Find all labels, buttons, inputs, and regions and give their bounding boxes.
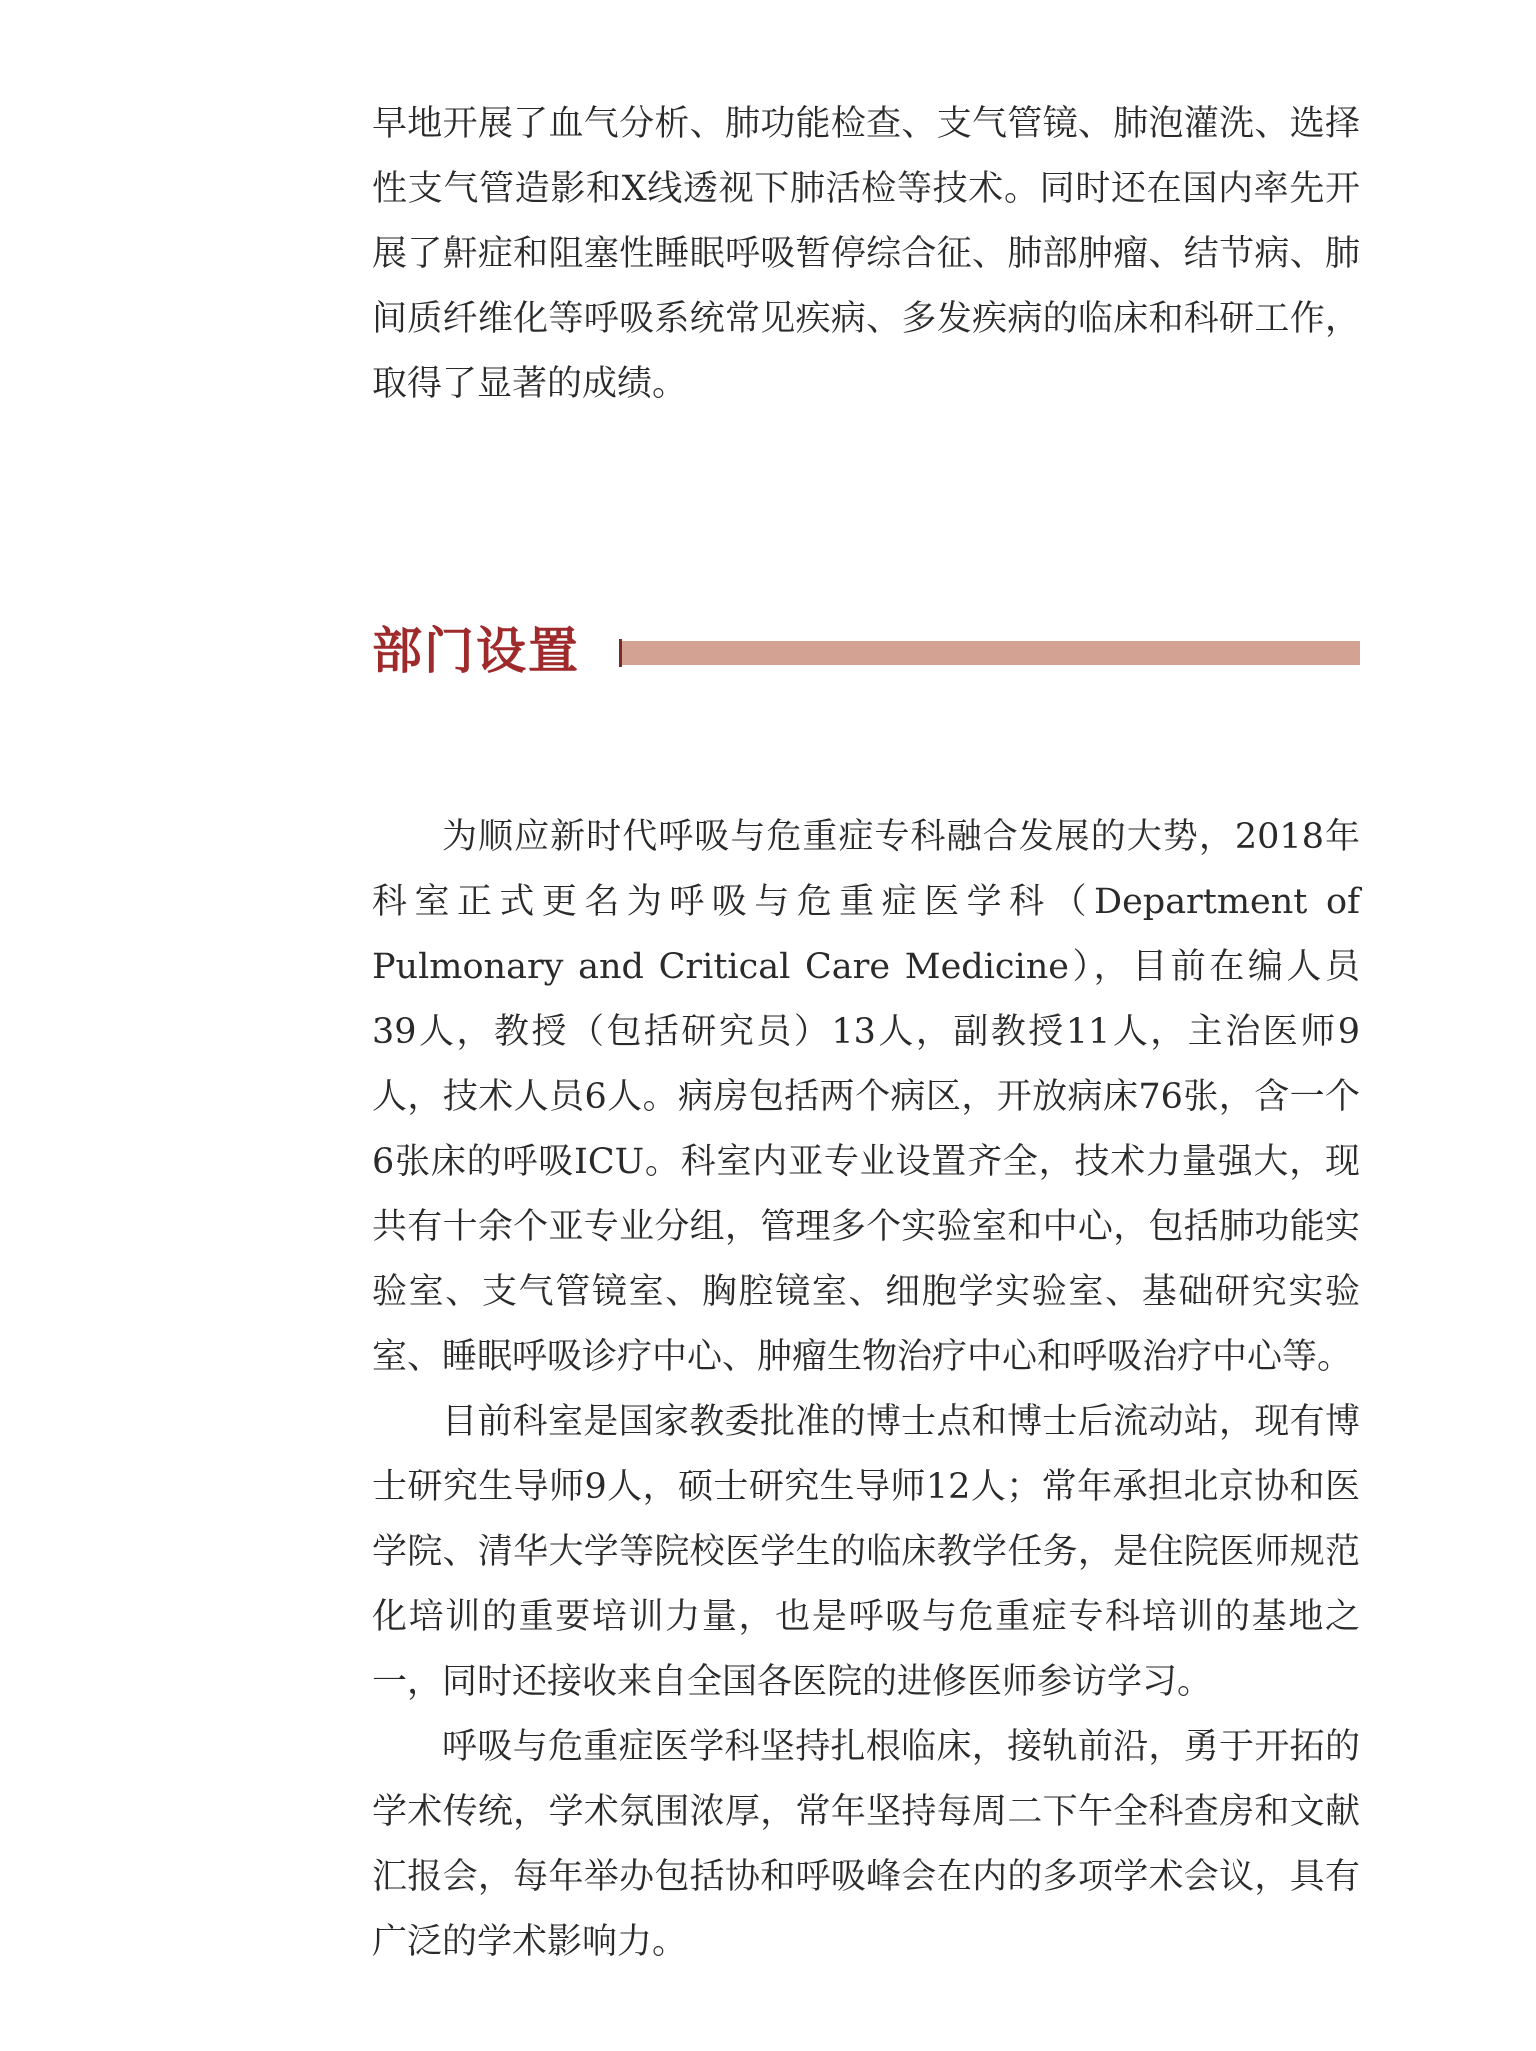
section-header [372, 615, 1360, 687]
department-body [372, 805, 1360, 1975]
intro-paragraph: 早地开展了血气分析、肺功能检查、支气管镜、肺泡灌洗、选择性支气管造影和X线透视下肺活检等技术。同时还在国内率先开展了鼾症和阻塞性睡眠呼吸暂停综合征、肺部肿瘤、结节病、肺间质纤维化等呼吸系统常见疾病、多发疾病的临床和科研工作，取得了显著的成绩。 [372, 104, 1360, 404]
body-paragraph-1: 为顺应新时代呼吸与危重症专科融合发展的大势，2018年科室正式更名为呼吸与危重症医学科（Department of Pulmonary and Critical Care Medicine），目前在编人员39人，教授（包括研究员）13人，副教授11人，主治医师9人，技术人员6人。病房包括两个病区，开放病床76张，含一个6张床的呼吸ICU。科室内亚专业设置齐全，技术力量强大，现共有十余个亚专业分组，管理多个实验室和中心，包括肺功能实验室、支气管镜室、胸腔镜室、细胞学实验室、基础研究实验室、睡眠呼吸诊疗中心、肿瘤生物治疗中心和呼吸治疗中心等。 [372, 817, 1360, 1377]
intro-section [372, 92, 1360, 417]
body-paragraph-2: 目前科室是国家教委批准的博士点和博士后流动站，现有博士研究生导师9人，硕士研究生导师12人；常年承担北京协和医学院、清华大学等院校医学生的临床教学任务，是住院医师规范化培训的重要培训力量，也是呼吸与危重症专科培训的基地之一，同时还接收来自全国各医院的进修医师参访学习。 [372, 1402, 1360, 1702]
section-title-bar-tick [619, 639, 622, 667]
section-title-bar [619, 641, 1360, 665]
section-title: 部门设置 [372, 621, 580, 680]
body-paragraph-3: 呼吸与危重症医学科坚持扎根临床，接轨前沿，勇于开拓的学术传统，学术氛围浓厚，常年坚持每周二下午全科查房和文献汇报会，每年举办包括协和呼吸峰会在内的多项学术会议，具有广泛的学术影响力。 [372, 1727, 1360, 1962]
